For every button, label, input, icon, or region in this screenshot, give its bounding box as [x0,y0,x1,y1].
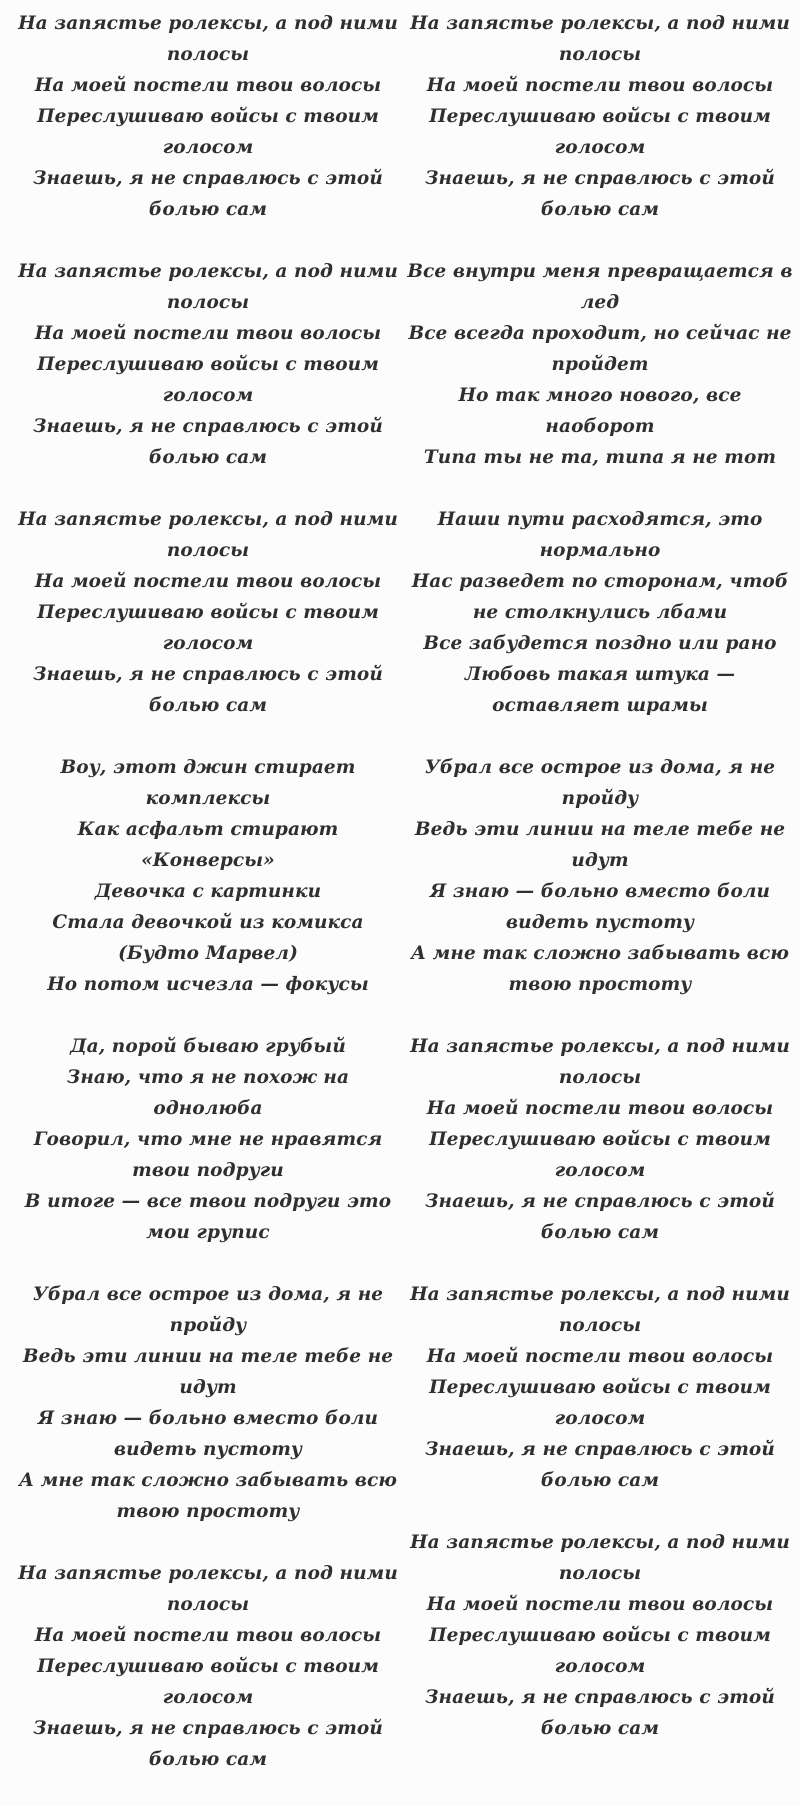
lyric-line: На запястье ролексы, а под ними полосы [18,261,398,313]
lyric-line: Как асфальт стирают «Конверсы» [77,819,339,871]
stanza [13,256,403,473]
lyric-line: Типа ты не та, типа я не тот [423,447,777,468]
stanza [13,752,403,1000]
lyric-line: Переслушиваю войсы с твоим голосом [37,1656,379,1708]
stanza [405,1279,795,1496]
lyric-line: На запястье ролексы, а под ними полосы [18,1563,398,1615]
lyric-line: Знаю, что я не похож на однолюба [66,1067,350,1119]
stanza [13,1558,403,1775]
lyric-line: На моей постели твои волосы [426,1098,774,1119]
lyric-line: Стала девочкой из комикса (Будто Марвел) [52,912,364,964]
stanza [405,752,795,1000]
lyric-line: Знаешь, я не справлюсь с этой болью сам [425,168,775,220]
lyric-line: На моей постели твои волосы [426,1594,774,1615]
lyric-line: Знаешь, я не справлюсь с этой болью сам [33,664,383,716]
lyric-line: В итоге — все твои подруги это мои групис [24,1191,392,1243]
stanza [405,256,795,473]
lyric-line: Любовь такая штука — оставляет шрамы [464,664,736,716]
stanza [405,1527,795,1744]
stanza [405,8,795,225]
lyric-line: На запястье ролексы, а под ними полосы [410,13,790,65]
stanza [13,1279,403,1527]
lyric-line: На запястье ролексы, а под ними полосы [410,1036,790,1088]
lyric-line: Девочка с картинки [94,881,322,902]
lyric-line: Я знаю — больно вместо боли видеть пустоту [37,1408,379,1460]
lyric-line: Говорил, что мне не нравятся твои подруги [33,1129,383,1181]
stanza [405,504,795,721]
lyric-line: Знаешь, я не справлюсь с этой болью сам [33,1718,383,1770]
lyric-line: Переслушиваю войсы с твоим голосом [37,106,379,158]
lyric-line: На моей постели твои волосы [34,571,382,592]
stanza [13,504,403,721]
lyric-line: На моей постели твои волосы [426,75,774,96]
lyric-line: Наши пути расходятся, это нормально [437,509,763,561]
lyric-line: Все внутри меня превращается в лед [407,261,793,313]
lyric-line: На запястье ролексы, а под ними полосы [18,13,398,65]
lyric-line: На моей постели твои волосы [34,323,382,344]
lyric-line: Знаешь, я не справлюсь с этой болью сам [425,1191,775,1243]
lyric-line: Воу, этот джин стирает комплексы [60,757,356,809]
lyric-line: Переслушиваю войсы с твоим голосом [429,1129,771,1181]
lyric-line: На моей постели твои волосы [34,75,382,96]
lyric-line: Переслушиваю войсы с твоим голосом [429,106,771,158]
lyric-line: Я знаю — больно вместо боли видеть пустоту [429,881,771,933]
lyric-line: Но так много нового, все наоборот [458,385,742,437]
lyric-line: Знаешь, я не справлюсь с этой болью сам [425,1687,775,1739]
lyric-line: Знаешь, я не справлюсь с этой болью сам [33,168,383,220]
lyric-line: А мне так сложно забывать всю твою простоту [410,943,790,995]
lyric-line: Но потом исчезла — фокусы [47,974,369,995]
lyric-line: На моей постели твои волосы [426,1346,774,1367]
lyric-line: А мне так сложно забывать всю твою простоту [18,1470,398,1522]
lyric-line: Убрал все острое из дома, я не пройду [32,1284,384,1336]
lyric-line: Знаешь, я не справлюсь с этой болью сам [33,416,383,468]
lyric-line: Все забудется поздно или рано [423,633,777,654]
lyric-line: Нас разведет по сторонам, чтоб не столкнулись лбами [411,571,789,623]
stanza [405,1031,795,1248]
lyric-line: Все всегда проходит, но сейчас не пройдет [408,323,792,375]
lyrics-column-left [13,8,403,1806]
stanza [13,1031,403,1248]
lyric-line: На запястье ролексы, а под ними полосы [410,1284,790,1336]
lyric-line: Переслушиваю войсы с твоим голосом [37,354,379,406]
lyric-line: Ведь эти линии на теле тебе не идут [22,1346,394,1398]
lyric-line: Да, порой бываю грубый [70,1036,346,1057]
stanza [13,8,403,225]
lyric-line: На запястье ролексы, а под ними полосы [410,1532,790,1584]
lyric-line: На моей постели твои волосы [34,1625,382,1646]
lyric-line: Знаешь, я не справлюсь с этой болью сам [425,1439,775,1491]
lyric-line: Ведь эти линии на теле тебе не идут [414,819,786,871]
lyric-line: Переслушиваю войсы с твоим голосом [429,1625,771,1677]
lyric-line: Переслушиваю войсы с твоим голосом [37,602,379,654]
lyric-line: Переслушиваю войсы с твоим голосом [429,1377,771,1429]
lyric-line: Убрал все острое из дома, я не пройду [424,757,776,809]
lyrics-column-right [405,8,795,1775]
lyric-line: На запястье ролексы, а под ними полосы [18,509,398,561]
